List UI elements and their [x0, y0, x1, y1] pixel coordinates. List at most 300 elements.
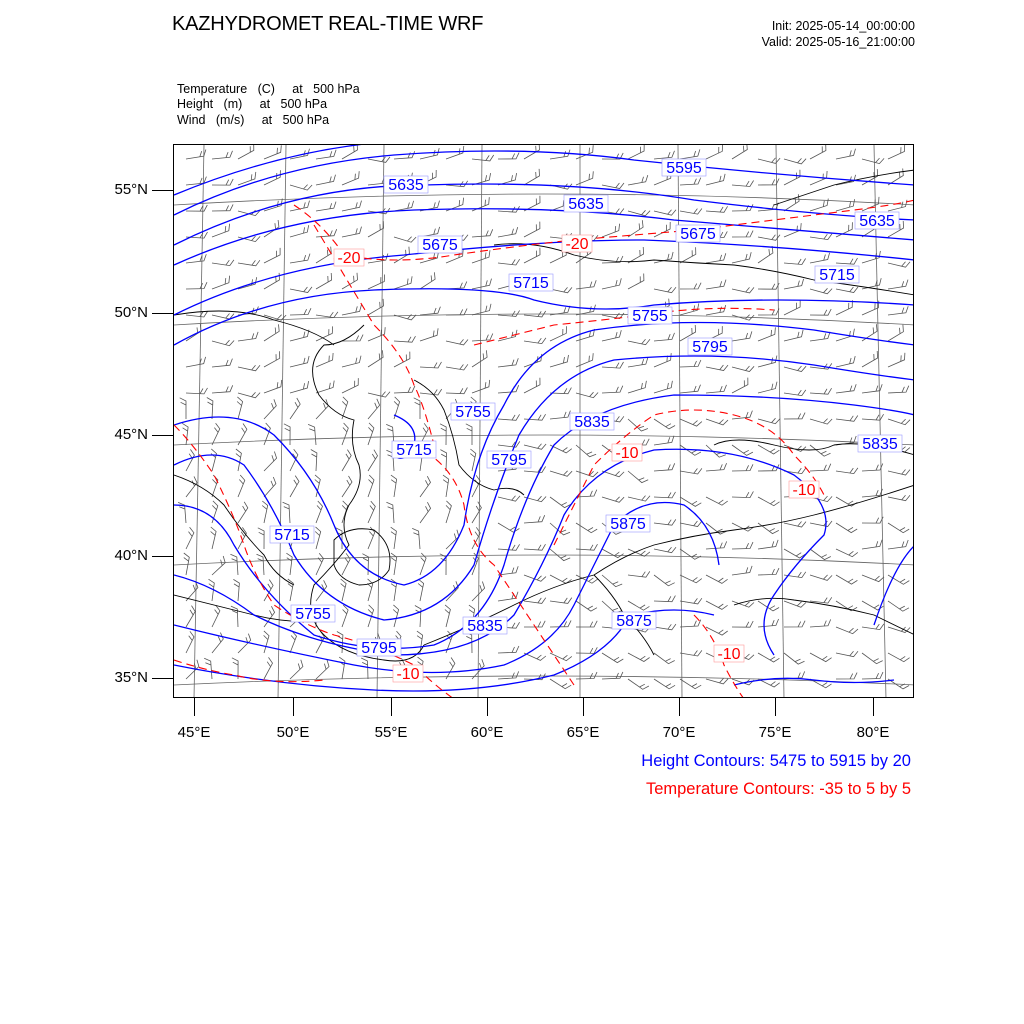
wind-barb — [628, 571, 650, 577]
wind-barb — [290, 287, 312, 293]
wind-barb — [680, 247, 696, 263]
wind-barb — [316, 399, 328, 419]
wind-barb — [784, 601, 806, 607]
wind-barb — [443, 475, 449, 497]
wind-barb — [237, 397, 243, 419]
wind-barb — [784, 468, 806, 474]
wind-barb — [602, 330, 621, 341]
wind-barb — [706, 305, 726, 315]
wind-barb — [758, 464, 779, 471]
wind-barb — [238, 145, 254, 159]
wind-barb — [498, 385, 519, 393]
wind-barb — [386, 502, 394, 523]
wind-barb — [342, 356, 361, 367]
wind-barb — [420, 362, 442, 368]
wind-barb — [368, 450, 378, 471]
lon-label: 65°E — [566, 724, 600, 741]
wind-barb — [732, 464, 753, 471]
wind-barb — [212, 556, 225, 575]
wind-barb — [758, 235, 780, 241]
wind-barb — [264, 145, 281, 159]
wind-barb — [290, 254, 310, 263]
wind-barb — [888, 145, 905, 159]
wind-barb — [394, 201, 414, 211]
wind-barb — [810, 332, 830, 341]
wind-barb — [290, 398, 300, 419]
wind-barb — [784, 413, 805, 419]
wind-barb — [311, 450, 317, 472]
wind-barb — [212, 340, 234, 346]
wind-barb — [391, 527, 397, 549]
wind-barb — [602, 183, 624, 189]
wind-barb — [368, 392, 390, 398]
wind-barb — [290, 631, 297, 653]
wind-barb — [550, 653, 572, 661]
height-label: 5715 — [396, 442, 432, 459]
wind-barb — [186, 150, 206, 160]
wind-barb — [315, 527, 321, 549]
wind-barb — [862, 414, 884, 420]
wind-barb — [576, 523, 597, 533]
wind-barb — [810, 653, 832, 662]
wind-barb — [264, 477, 276, 497]
wind-barb — [758, 246, 773, 263]
wind-barb — [602, 672, 623, 679]
wind-barb — [758, 327, 775, 341]
wind-barb — [257, 554, 265, 575]
wind-barb — [264, 423, 270, 445]
wind-barb — [412, 528, 420, 549]
wind-barb — [440, 450, 446, 471]
wind-barb — [784, 279, 804, 289]
wind-barb — [233, 579, 239, 601]
wind-barb — [810, 521, 832, 527]
wind-barb — [654, 575, 675, 586]
wind-barb — [680, 598, 702, 604]
wind-barb — [550, 150, 570, 159]
wind-barb — [472, 350, 487, 367]
wind-barb — [862, 197, 879, 211]
wind-barb — [758, 653, 779, 662]
wind-barb — [602, 278, 621, 289]
temperature-label: -20 — [337, 250, 361, 267]
height-label: 5755 — [632, 308, 668, 325]
height-label: 5715 — [274, 527, 310, 544]
wind-barb — [628, 145, 644, 159]
wind-barb — [706, 601, 728, 609]
wind-barb — [628, 653, 650, 662]
wind-barb — [680, 468, 702, 474]
wind-barb — [784, 330, 803, 341]
wind-barb — [628, 496, 650, 502]
height-label: 5595 — [666, 160, 702, 177]
height-label: 5635 — [568, 196, 604, 213]
wind-barb — [654, 624, 676, 630]
wind-barb — [264, 170, 280, 185]
wind-barb — [888, 601, 909, 611]
wind-barb — [472, 155, 494, 161]
wind-barb — [628, 339, 650, 345]
wind-barb — [576, 445, 596, 457]
height-label: 5635 — [859, 213, 895, 230]
wind-barb — [758, 497, 780, 506]
wind-barb — [446, 282, 467, 290]
wind-barb — [236, 449, 242, 471]
wind-barb — [654, 492, 676, 498]
wind-barb — [602, 386, 623, 393]
wind-barb — [414, 398, 420, 419]
wind-barb — [836, 258, 858, 264]
wind-barb — [472, 582, 485, 602]
wind-barb — [758, 540, 778, 549]
wind-barb — [862, 251, 880, 263]
temperature-label: -10 — [396, 666, 420, 683]
wind-barb — [810, 464, 831, 471]
wind-barb — [367, 579, 373, 601]
wind-barb — [784, 549, 806, 558]
wind-barb — [498, 227, 518, 237]
wind-barb — [264, 248, 280, 263]
wind-barb — [576, 471, 598, 477]
height-label: 5875 — [616, 613, 652, 630]
wind-barb — [472, 502, 481, 523]
wind-barb — [342, 171, 359, 185]
wind-barb — [732, 287, 754, 293]
wind-barb — [654, 547, 676, 553]
wind-barb — [654, 653, 675, 664]
wind-barb — [290, 185, 312, 191]
wind-barb — [466, 424, 472, 445]
wind-barb — [706, 280, 726, 289]
wind-barb — [445, 605, 451, 627]
height-label: 5795 — [692, 339, 728, 356]
wind-barb — [446, 309, 467, 316]
wind-barb — [680, 283, 701, 289]
wind-barb — [394, 336, 416, 342]
wind-barb — [290, 660, 303, 679]
wind-barb — [836, 300, 852, 315]
wind-barb — [602, 549, 624, 558]
height-label: 5875 — [610, 516, 646, 533]
wind-barb — [654, 596, 675, 602]
wind-barb — [550, 326, 567, 341]
wind-barb — [862, 489, 883, 497]
wind-barb — [498, 414, 520, 420]
wind-barb — [472, 553, 478, 575]
wind-barb — [706, 678, 728, 684]
wind-barb — [706, 419, 728, 425]
wind-barb — [680, 650, 702, 656]
wind-barb — [628, 175, 648, 185]
wind-barb — [550, 497, 571, 508]
wind-barb — [341, 579, 347, 601]
wind-barb — [602, 601, 622, 613]
wind-barb — [212, 475, 218, 497]
wind-barb — [862, 653, 883, 664]
wind-barb — [888, 653, 910, 662]
wind-barb — [498, 496, 520, 501]
wind-barb — [706, 365, 728, 371]
wind-barb — [576, 672, 597, 679]
wind-barb — [186, 388, 208, 394]
wind-barb — [602, 224, 620, 237]
wind-barb — [654, 381, 672, 393]
wind-barb — [836, 601, 857, 611]
wind-barb — [290, 476, 299, 497]
wind-barb — [368, 327, 385, 341]
height-contours — [174, 145, 914, 691]
wind-barb — [888, 419, 910, 425]
wind-barb — [732, 231, 753, 237]
wind-barb — [524, 354, 542, 367]
wind-barb — [576, 145, 593, 159]
wind-barb — [446, 339, 468, 345]
wind-barb — [706, 145, 723, 159]
wind-barb — [420, 227, 440, 237]
wind-barb — [550, 355, 569, 367]
wind-barb — [654, 287, 676, 293]
lon-tick — [775, 698, 776, 716]
wind-barb — [238, 332, 258, 341]
weather-map[interactable] — [173, 144, 914, 698]
wind-barb — [368, 299, 384, 315]
wind-barb — [290, 225, 309, 237]
wind-barb — [836, 575, 857, 584]
lat-label: 35°N — [114, 669, 148, 686]
wind-barb — [888, 169, 903, 186]
wind-barb — [308, 424, 316, 445]
wind-barb — [362, 554, 368, 575]
wind-barb — [342, 553, 350, 575]
wind-barb — [654, 436, 674, 445]
wind-barb — [415, 606, 421, 628]
wind-barb — [342, 476, 352, 497]
lon-tick — [679, 698, 680, 716]
wind-barb — [316, 312, 338, 318]
wind-barb — [836, 416, 858, 422]
wind-barb — [368, 399, 380, 419]
wind-barb — [394, 237, 416, 243]
wind-barb — [342, 335, 363, 341]
wind-barb — [290, 330, 309, 341]
wind-barb — [368, 423, 374, 445]
wind-barb — [888, 200, 907, 211]
wind-barb — [498, 259, 520, 265]
wind-barb — [316, 202, 336, 211]
wind-barb — [498, 153, 519, 159]
lat-label: 55°N — [114, 181, 148, 198]
lon-tick — [583, 698, 584, 716]
wind-barb — [706, 174, 725, 185]
height-label: 5635 — [388, 177, 424, 194]
wind-barb — [342, 501, 348, 523]
wind-barb — [862, 624, 884, 630]
wind-barb — [524, 169, 540, 185]
wind-barb — [732, 566, 752, 575]
wind-barb — [628, 601, 649, 610]
wind-barb — [862, 158, 884, 164]
wind-barb — [784, 259, 806, 265]
wind-barb — [810, 288, 832, 294]
wind-barb — [498, 358, 518, 367]
height-label: 5835 — [862, 436, 898, 453]
wind-barb — [836, 497, 857, 506]
temperature-label: -10 — [717, 646, 741, 663]
wind-barb — [264, 631, 269, 653]
wind-barb — [446, 501, 451, 523]
wind-barb — [836, 149, 856, 159]
wind-barb — [732, 331, 752, 341]
wind-barb — [182, 423, 188, 445]
wind-barb — [862, 517, 883, 523]
wind-barb — [576, 544, 598, 550]
height-contours-legend: Height Contours: 5475 to 5915 by 20 — [641, 752, 911, 770]
wind-barb — [706, 206, 728, 212]
wind-barb — [706, 253, 726, 263]
wind-barb — [758, 356, 777, 367]
lat-label: 50°N — [114, 304, 148, 321]
wind-barb — [706, 627, 728, 635]
wind-barb — [420, 502, 431, 523]
lat-label: 40°N — [114, 547, 148, 564]
wind-barb — [212, 385, 233, 393]
wind-barb — [342, 378, 358, 393]
wind-barb — [186, 357, 206, 367]
wind-barb — [498, 671, 519, 679]
wind-barb — [758, 445, 779, 454]
wind-barb — [680, 549, 701, 559]
wind-barb — [393, 605, 398, 627]
wind-barb — [628, 381, 646, 393]
wind-barb — [758, 568, 779, 575]
wind-barb — [342, 201, 362, 211]
lon-tick — [873, 698, 874, 716]
wind-barb — [680, 385, 701, 393]
wind-barb — [339, 657, 345, 679]
wind-barb — [264, 452, 277, 472]
wind-barb — [264, 657, 273, 679]
wind-barb — [810, 388, 832, 394]
lon-tick — [391, 698, 392, 716]
wind-barb — [186, 631, 194, 653]
wind-barb — [888, 386, 909, 393]
wind-barb — [680, 575, 702, 583]
wind-barb — [550, 471, 572, 477]
wind-barb — [654, 519, 676, 525]
wind-barb — [368, 501, 375, 523]
wind-barb — [316, 381, 334, 393]
wind-barb — [732, 145, 747, 159]
wind-barb — [212, 260, 234, 266]
wind-barb — [238, 392, 260, 398]
wind-barb — [391, 475, 397, 497]
wind-barb — [680, 521, 702, 527]
wind-barb — [576, 353, 593, 367]
wind-barb — [784, 621, 805, 627]
wind-barb — [290, 381, 309, 393]
wind-barb — [602, 497, 624, 503]
lat-tick — [152, 190, 173, 191]
wind-barb — [810, 549, 831, 560]
wind-barb — [186, 527, 194, 549]
wind-barb — [862, 575, 884, 582]
wind-barb — [628, 274, 644, 290]
wind-barb — [550, 306, 570, 315]
wind-barb — [654, 222, 670, 237]
wind-barb — [264, 351, 280, 367]
lon-tick — [487, 698, 488, 716]
wind-barb — [810, 309, 831, 315]
wind-barb — [342, 450, 351, 471]
wind-barb — [732, 542, 753, 549]
wind-barb — [810, 597, 832, 603]
wind-barb — [180, 398, 186, 419]
temperature-label: -10 — [615, 445, 639, 462]
wind-barb — [417, 631, 423, 653]
wind-barb — [888, 540, 908, 549]
wind-barb — [420, 328, 438, 341]
variable-wind: Wind (m/s) at 500 hPa — [177, 113, 330, 127]
temperature-label: -20 — [565, 236, 589, 253]
wind-barb — [888, 353, 905, 367]
height-label: 5795 — [361, 640, 397, 657]
wind-barb — [440, 424, 446, 445]
wind-barb — [472, 173, 491, 185]
lat-label: 45°N — [114, 426, 148, 443]
wind-barb — [602, 575, 622, 587]
wind-barb — [472, 229, 493, 237]
height-label: 5755 — [295, 606, 331, 623]
wind-barb — [888, 262, 910, 268]
wind-barb — [758, 158, 780, 164]
wind-barb — [361, 658, 368, 679]
wind-barb — [212, 204, 233, 211]
wind-barb — [810, 253, 830, 263]
wind-barb — [524, 444, 546, 450]
wind-barb — [394, 386, 415, 393]
wind-barb — [264, 580, 273, 601]
temperature-label: -10 — [792, 482, 816, 499]
wind-barb — [576, 601, 597, 611]
graticule — [174, 145, 914, 698]
wind-barb — [342, 305, 362, 315]
wind-barb — [212, 423, 220, 445]
wind-barb — [836, 384, 856, 393]
lat-tick — [152, 435, 173, 436]
wind-barb — [576, 647, 597, 653]
wind-barb — [207, 398, 213, 420]
wind-barb — [576, 305, 596, 315]
valid-time: Valid: 2025-05-16_21:00:00 — [761, 35, 915, 49]
wind-barb — [498, 310, 520, 316]
height-label: 5795 — [491, 452, 527, 469]
wind-barb — [264, 380, 282, 393]
wind-barb — [706, 575, 728, 583]
wind-barb — [888, 306, 908, 315]
wind-barb — [342, 227, 362, 237]
wind-barb — [732, 181, 754, 187]
height-label: 5835 — [467, 618, 503, 635]
wind-barb — [732, 621, 753, 627]
wind-barb — [862, 464, 883, 472]
wind-barb — [628, 679, 649, 689]
height-label: 5675 — [680, 226, 716, 243]
wind-barb — [654, 333, 675, 341]
wind-barb — [283, 502, 290, 523]
lon-label: 80°E — [856, 724, 890, 741]
wind-barb — [654, 353, 671, 367]
wind-barb — [238, 260, 260, 266]
